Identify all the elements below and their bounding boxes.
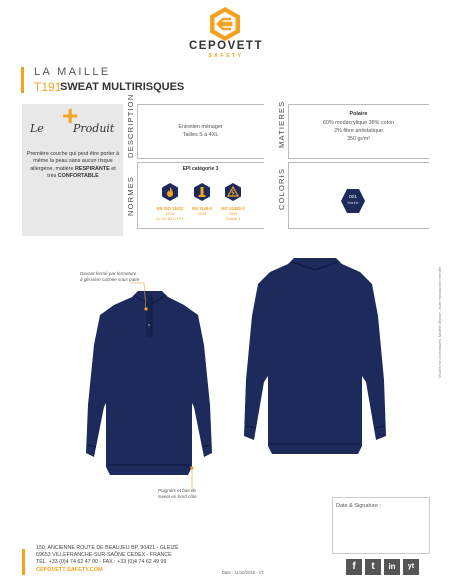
facebook-icon[interactable]: f bbox=[346, 559, 362, 575]
matieres-line-2: 2% fibre antistatique bbox=[334, 128, 383, 134]
brand-name: CEPOVETT bbox=[189, 40, 263, 52]
flame-icon bbox=[161, 182, 179, 202]
plus-text-1: Première couche qui peut être porter à même la peau sans aucun risque allergène, matière bbox=[26, 151, 120, 172]
epi-category: EPI catégorie 3 bbox=[182, 166, 219, 172]
plus-produit-title-le: Le bbox=[30, 122, 44, 135]
callout-cuffs-line-2: sweat en bord côte bbox=[158, 494, 197, 499]
callout-zipper-line-2: à glissière cachée sous patte bbox=[80, 277, 140, 282]
norm-detail-1: A1 A2 B1 C1 F1 bbox=[156, 217, 184, 221]
address-line-1: 150, ANCIENNE ROUTE DE BEAUJEU BP. 90421 - GLEIZÉ bbox=[36, 545, 179, 551]
divider bbox=[288, 228, 429, 229]
color-code: 001 bbox=[348, 195, 357, 200]
welding-icon bbox=[193, 182, 211, 202]
norm-year-2: 2008 bbox=[197, 212, 207, 216]
norm-code-2: EN 1149-5 bbox=[192, 206, 212, 211]
footer-address bbox=[36, 545, 179, 566]
category-label: LA MAILLE bbox=[34, 66, 111, 78]
title-accent-bar bbox=[21, 67, 24, 93]
description-label: DESCRIPTION bbox=[126, 93, 135, 158]
divider bbox=[288, 158, 429, 159]
divider bbox=[137, 104, 264, 105]
matieres-line-1: 60% modacrylique 38% coton bbox=[322, 120, 395, 126]
callout-pointer bbox=[188, 465, 200, 495]
document-date: Date : 11/10/2018 - V1 bbox=[222, 570, 264, 575]
matieres-title: Polaire bbox=[349, 111, 368, 117]
divider bbox=[137, 158, 264, 159]
linkedin-icon[interactable]: in bbox=[384, 559, 400, 575]
plus-produit-text bbox=[26, 151, 120, 181]
plus-text-2: et très bbox=[47, 165, 116, 180]
plus-text-bold-2: CONFORTABLE bbox=[57, 173, 99, 180]
divider bbox=[288, 162, 289, 228]
cepovett-logo-icon bbox=[207, 6, 243, 42]
plus-text-bold-1: RESPIRANTE bbox=[74, 165, 110, 172]
address-line-3: TÉL. +33 (0)4 74 62 47 00 - FAX : +33 (0)4 74 62 49 99 bbox=[36, 559, 167, 565]
signature-label: Date & Signature : bbox=[336, 503, 381, 509]
callout-cuffs-line-1: Poignets et bas de bbox=[158, 488, 197, 493]
divider bbox=[137, 228, 264, 229]
arc-flash-icon bbox=[224, 182, 242, 202]
twitter-icon[interactable]: t bbox=[365, 559, 381, 575]
plus-produit-title-produit: Produit bbox=[73, 122, 115, 135]
norm-year-1: 2015 bbox=[165, 212, 175, 216]
website-link[interactable]: CEPOVETT-SAFETY.COM bbox=[36, 567, 103, 573]
disclaimer-note: Visuels non contractuels. Modèle déposé - toute reproduction interdite. bbox=[438, 265, 442, 378]
divider bbox=[137, 162, 264, 163]
normes-label: NORMES bbox=[126, 175, 135, 216]
divider bbox=[288, 162, 429, 163]
product-title: SWEAT MULTIRISQUES bbox=[60, 81, 185, 93]
matieres-label: MATIERES bbox=[277, 100, 286, 148]
callout-zipper-line-1: Devant fermé par fermeture bbox=[80, 271, 137, 276]
norm-code-3: IEC 61482-2 bbox=[221, 206, 245, 211]
brand-subtitle: SAFETY bbox=[208, 53, 244, 59]
norm-year-3: 2009 bbox=[228, 212, 238, 216]
product-ref: T191 bbox=[34, 80, 62, 94]
youtube-icon[interactable]: yt bbox=[403, 559, 419, 575]
plus-icon: + bbox=[62, 100, 79, 131]
divider bbox=[288, 104, 429, 105]
matieres-line-3: 350 gr/m² bbox=[346, 136, 371, 142]
description-line-2: Tailles S à 4XL bbox=[182, 132, 219, 138]
sweater-back-image bbox=[240, 250, 390, 480]
colors-label: COLORIS bbox=[277, 167, 286, 210]
sweater-front-image bbox=[80, 285, 220, 495]
norm-code-1: EN ISO 11612 bbox=[156, 206, 184, 211]
address-line-2: 69653 VILLEFRANCHE-SUR-SAÔNE CEDEX - FRANCE bbox=[36, 552, 172, 558]
callout-pointer bbox=[130, 279, 152, 313]
description-line-1: Entretien ménager bbox=[178, 124, 223, 130]
norm-detail-3: Classe 1 bbox=[225, 217, 241, 221]
footer-accent-bar bbox=[22, 549, 25, 575]
color-name: Marine bbox=[347, 201, 359, 205]
